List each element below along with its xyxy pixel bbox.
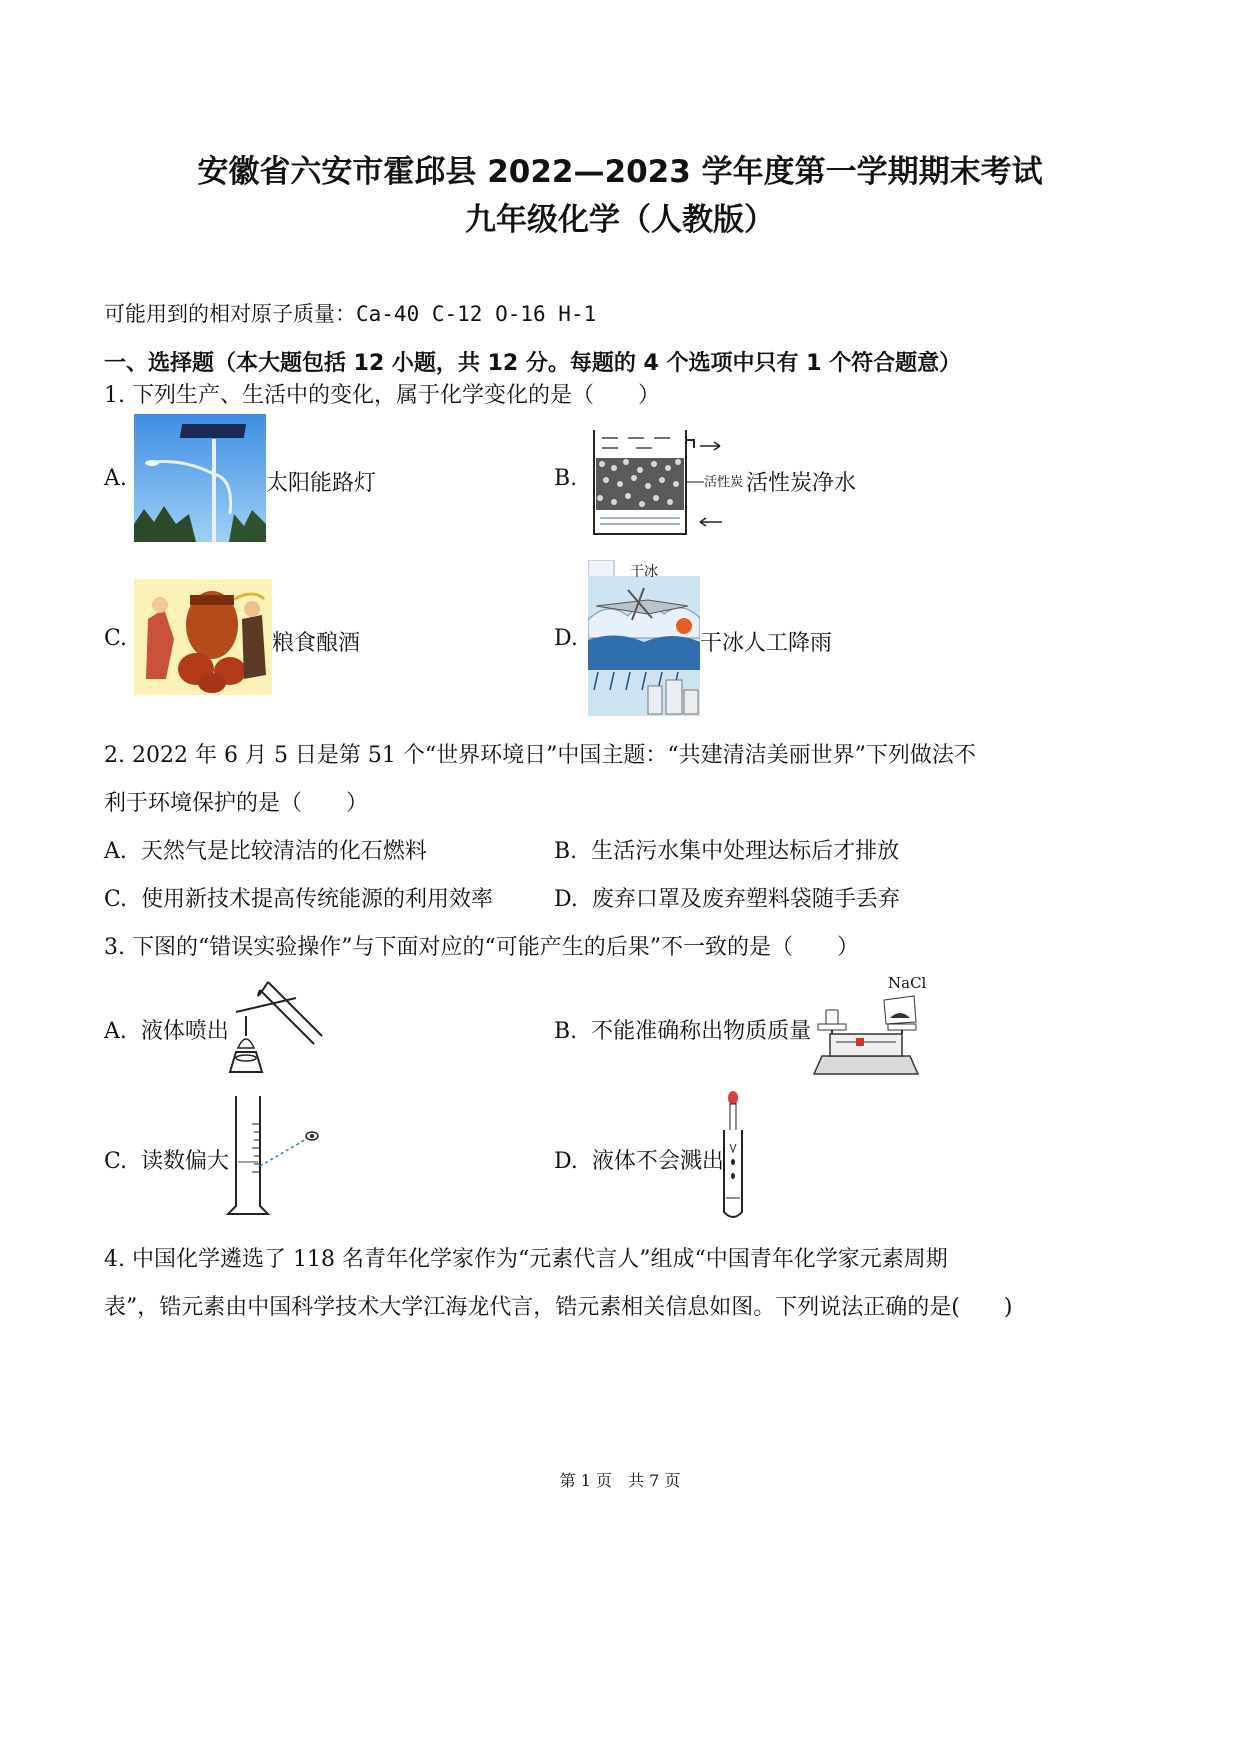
q3-option-b-text: 不能准确称出物质质量: [591, 1019, 812, 1044]
balance-scale-image: [812, 992, 920, 1076]
q2-option-d-text: 废弃口罩及废弃塑料袋随手丢弃: [591, 887, 900, 912]
question-1-stem: 1. 下列生产、生活中的变化，属于化学变化的是（ ）: [104, 383, 660, 408]
q2-option-c-letter: C.: [104, 887, 128, 912]
grain-wine-brewing-image: [134, 579, 272, 695]
dry-ice-label: 干冰: [630, 564, 658, 580]
activated-carbon-label: 活性炭: [704, 475, 744, 490]
q3-option-a-text: 液体喷出: [140, 1019, 229, 1044]
q3-option-d-letter: D.: [554, 1149, 578, 1174]
q2-option-c: [104, 882, 493, 913]
q1-option-c-text: 粮食酿酒: [272, 631, 361, 656]
q3-option-c-text: 读数偏大: [141, 1149, 230, 1174]
atomic-masses: 可能用到的相对原子质量：Ca-40 C-12 O-16 H-1: [104, 302, 597, 326]
q3-option-b-letter: B.: [554, 1019, 578, 1044]
q2-option-b-letter: B.: [554, 839, 578, 864]
question-2-stem-line1: 2. 2022 年 6 月 5 日是第 51 个“世界环境日”中国主题：“共建清洁美丽世界”下列做法不: [104, 743, 976, 768]
q3-option-d-text: 液体不会溅出: [591, 1149, 724, 1174]
q2-option-a-letter: A.: [104, 839, 127, 864]
q1-option-d-text: 干冰人工降雨: [700, 631, 833, 656]
question-4-stem-line2: 表”，锆元素由中国科学技术大学江海龙代言，锆元素相关信息如图。下列说法正确的是( ): [104, 1295, 1013, 1320]
exam-title: 安徽省六安市霍邱县 2022—2023 学年度第一学期期末考试: [197, 154, 1043, 190]
page-footer: 第 1 页 共 7 页: [559, 1471, 681, 1490]
q2-option-a: [104, 834, 427, 865]
question-3-stem: 3. 下图的“错误实验操作”与下面对应的“可能产生的后果”不一致的是（ ）: [104, 935, 859, 960]
q2-option-b: [554, 834, 899, 865]
exam-subtitle: 九年级化学（人教版）: [465, 202, 775, 238]
dropper-test-tube-image: [718, 1090, 748, 1224]
q3-option-c-letter: C.: [104, 1149, 128, 1174]
q2-option-d-letter: D.: [554, 887, 578, 912]
q3-option-a-letter: A.: [104, 1019, 127, 1044]
q1-option-a-letter: A.: [104, 466, 127, 491]
q2-option-c-text: 使用新技术提高传统能源的利用效率: [141, 887, 494, 912]
solar-street-light-image: [134, 414, 266, 542]
q2-option-b-text: 生活污水集中处理达标后才排放: [591, 839, 900, 864]
q1-option-d-letter: D.: [554, 626, 578, 651]
graduated-cylinder-image: [224, 1094, 324, 1218]
q2-option-a-text: 天然气是比较清洁的化石燃料: [140, 839, 427, 864]
q3-option-a: [104, 1014, 229, 1045]
heating-test-tube-image: [226, 976, 326, 1074]
q2-option-d: [554, 882, 900, 913]
dry-ice-artificial-rain-image: [588, 560, 700, 716]
q1-option-a-text: 太阳能路灯: [266, 471, 377, 496]
q3-option-d: [554, 1144, 724, 1175]
q1-option-c-letter: C.: [104, 626, 128, 651]
question-4-stem-line1: 4. 中国化学遴选了 118 名青年化学家作为“元素代言人”组成“中国青年化学家元素周期: [104, 1247, 948, 1272]
q3-option-c: [104, 1144, 229, 1175]
q1-option-b-text: 活性炭净水: [746, 471, 857, 496]
section-heading: 一、选择题（本大题包括 12 小题，共 12 分。每题的 4 个选项中只有 1 个符合题意）: [104, 351, 962, 376]
nacl-label: NaCl: [888, 974, 927, 992]
q3-option-b: [554, 1014, 811, 1045]
q1-option-b-letter: B.: [554, 466, 578, 491]
question-2-stem-line2: 利于环境保护的是（ ）: [104, 791, 369, 816]
